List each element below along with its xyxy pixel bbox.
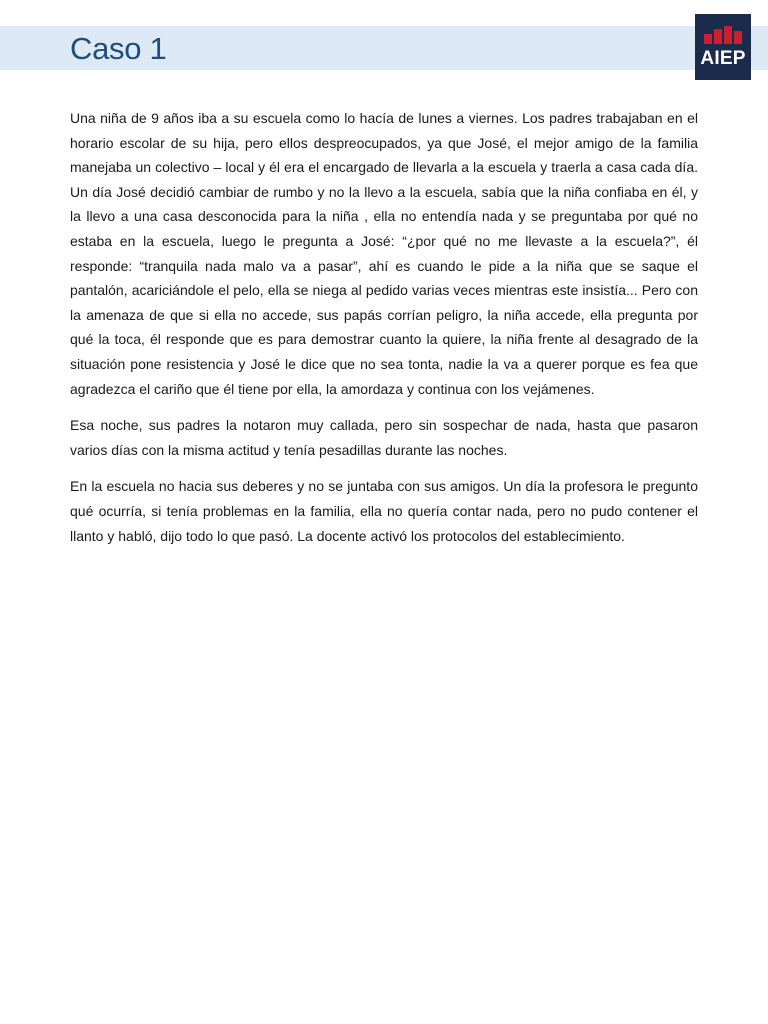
paragraph-1: Una niña de 9 años iba a su escuela como lo hacía de lunes a viernes. Los padres trabajaban en el horario escolar de su hija, pero ellos despreocupados, ya que José, el mejor amigo de la familia manejaba un colectivo – local y él era el encargado de llevarla a la escuela y traerla a casa cada día. Un día José decidió cambiar de rumbo y no la llevo a la escuela, sabía que la niña confiaba en él, y la llevo a una casa desconocida para la niña , ella no entendía nada y se preguntaba por qué no estaba en la escuela, luego le pregunta a José: “¿por qué no me llevaste a la escuela?”, él responde: “tranquila nada malo va a pasar”, ahí es cuando le pide a la niña que se saque el pantalón, acariciándole el pelo, ella se niega al pedido varias veces mientras este insistía... Pero con la amenaza de que si ella no accede, sus papás corrían peligro, la niña accede, ella pregunta por qué la toca, él responde que es para demostrar cuanto la quiere, la niña frente al desagrado de la situación pone resistencia y José le dice que no sea tonta, nadie la va a querer porque es fea que agradezca el cariño que él tiene por ella, la amordaza y continua con los vejámenes. xyxy=(70,110,698,397)
paragraph-3: En la escuela no hacia sus deberes y no se juntaba con sus amigos. Un día la profesora le pregunto qué ocurría, si tenía problemas en la familia, ella no quería contar nada, pero no pudo contener el llanto y habló, dijo todo lo que pasó. La docente activó los protocolos del establecimiento. xyxy=(70,478,698,544)
logo-text: AIEP xyxy=(700,48,746,69)
aiep-logo xyxy=(695,14,751,80)
logo-mark-icon xyxy=(704,26,742,44)
case-body xyxy=(70,106,698,560)
paragraph-2: Esa noche, sus padres la notaron muy callada, pero sin sospechar de nada, hasta que pasaron varios días con la misma actitud y tenía pesadillas durante las noches. xyxy=(70,417,698,458)
page-title: Caso 1 xyxy=(70,31,167,66)
